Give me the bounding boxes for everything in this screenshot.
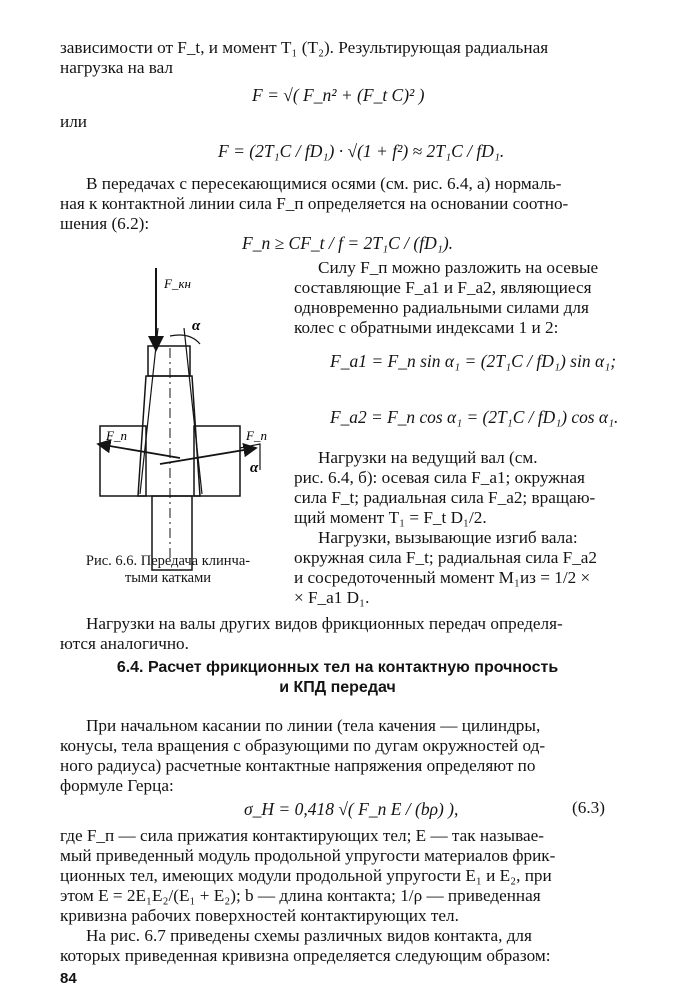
text-line: Нагрузки на валы других видов фрикционных передач определя- <box>86 614 563 633</box>
text-line: колес с обратными индексами 1 и 2: <box>294 318 559 337</box>
text-line: нагрузка на вал <box>60 58 174 77</box>
figure-caption <box>58 553 278 587</box>
section-heading <box>60 658 615 698</box>
formula-resultant-load-alt: F = (2T₁C / fD₁) · √(1 + f²) ≈ 2T₁C / fD₁. <box>218 141 505 161</box>
formula-fa2: F_a2 = F_п cos α₁ = (2T₁C / fD₁) cos α₁. <box>330 407 619 427</box>
section-title-line: и КПД передач <box>279 679 396 696</box>
figure-wedge-rollers <box>60 258 280 588</box>
formula-normal-force: F_п ≥ CF_t / f = 2T₁C / (fD₁). <box>242 233 454 253</box>
text-line: шения (6.2): <box>60 214 150 233</box>
section-title-line: 6.4. Расчет фрикционных тел на контактную прочность <box>116 659 559 676</box>
formula-fa1: F_a1 = F_п sin α₁ = (2T₁C / fD₁) sin α₁; <box>330 351 617 371</box>
label-alpha-top: α <box>192 318 201 334</box>
text-line: формуле Герца: <box>60 776 174 795</box>
force-arrow-fn-right <box>160 448 256 464</box>
text-line: щий момент T₁ = F_t D₁/2. <box>294 508 487 527</box>
text-line: и сосредоточенный момент M₁из = 1/2 × <box>294 568 591 587</box>
text-line: На рис. 6.7 приведены схемы различных видов контакта, для <box>86 926 532 945</box>
text-line: Силу F_п можно разложить на осевые <box>318 258 599 277</box>
text-line: где F_п — сила прижатия контактирующих тел; E — так называе- <box>60 826 544 845</box>
text-line: ная к контактной линии сила F_п определяется на основании соотно- <box>60 194 569 213</box>
text-line: зависимости от F_t, и момент T₁ (T₂). Результирующая радиальная <box>60 38 549 57</box>
caption-line: тыми катками <box>124 570 212 586</box>
text-line: мый приведенный модуль продольной упругости материалов фрик- <box>60 846 556 865</box>
text-line: ционных тел, имеющих модули продольной упругости E₁ и E₂, при <box>60 866 552 885</box>
label-fn-right: F_п <box>246 428 267 443</box>
caption-line: Рис. 6.6. Передача клинча- <box>85 553 251 569</box>
page-number: 84 <box>60 970 77 987</box>
force-arrow-fn-left <box>98 444 180 458</box>
text-line: составляющие F_a1 и F_a2, являющиеся <box>294 278 592 297</box>
text-line: В передачах с пересекающимися осями (см. рис. 6.4, а) нормаль- <box>86 174 562 193</box>
equation-number: (6.3) <box>572 798 605 817</box>
text-line: сила F_t; радиальная сила F_a2; вращаю- <box>294 488 596 507</box>
text-line: ются аналогично. <box>60 634 189 653</box>
text-line: конусы, тела вращения с образующими по дугам окружностей од- <box>60 736 546 755</box>
text-line: или <box>60 112 87 131</box>
label-fn-left: F_п <box>106 428 127 443</box>
text-line: одновременно радиальными силами для <box>294 298 589 317</box>
text-line: окружная сила F_t; радиальная сила F_a2 <box>294 548 598 567</box>
formula-hertz: σ_H = 0,418 √( F_п E / (bρ) ), <box>244 799 459 819</box>
text-line: рис. 6.4, б): осевая сила F_a1; окружная <box>294 468 585 487</box>
text-line: Нагрузки на ведущий вал (см. <box>318 448 538 467</box>
label-fkn: F_кн <box>164 276 191 291</box>
text-line: Нагрузки, вызывающие изгиб вала: <box>318 528 578 547</box>
text-line: которых приведенная кривизна определяется следующим образом: <box>60 946 551 965</box>
formula-resultant-load: F = √( F_п² + (F_t C)² ) <box>252 85 425 105</box>
text-line: этом E = 2E₁E₂/(E₁ + E₂); b — длина контакта; 1/ρ — приведенная <box>60 886 541 905</box>
text-line: кривизна рабочих поверхностей контактирующих тел. <box>60 906 459 925</box>
text-line: ного радиуса) расчетные контактные напряжения определяют по <box>60 756 536 775</box>
label-alpha-right: α <box>250 460 259 476</box>
cone-generatrix <box>184 328 202 494</box>
text-line: При начальном касании по линии (тела качения — цилиндры, <box>86 716 541 735</box>
text-line: × F_a1 D₁. <box>294 588 370 607</box>
cone-generatrix <box>140 328 158 494</box>
